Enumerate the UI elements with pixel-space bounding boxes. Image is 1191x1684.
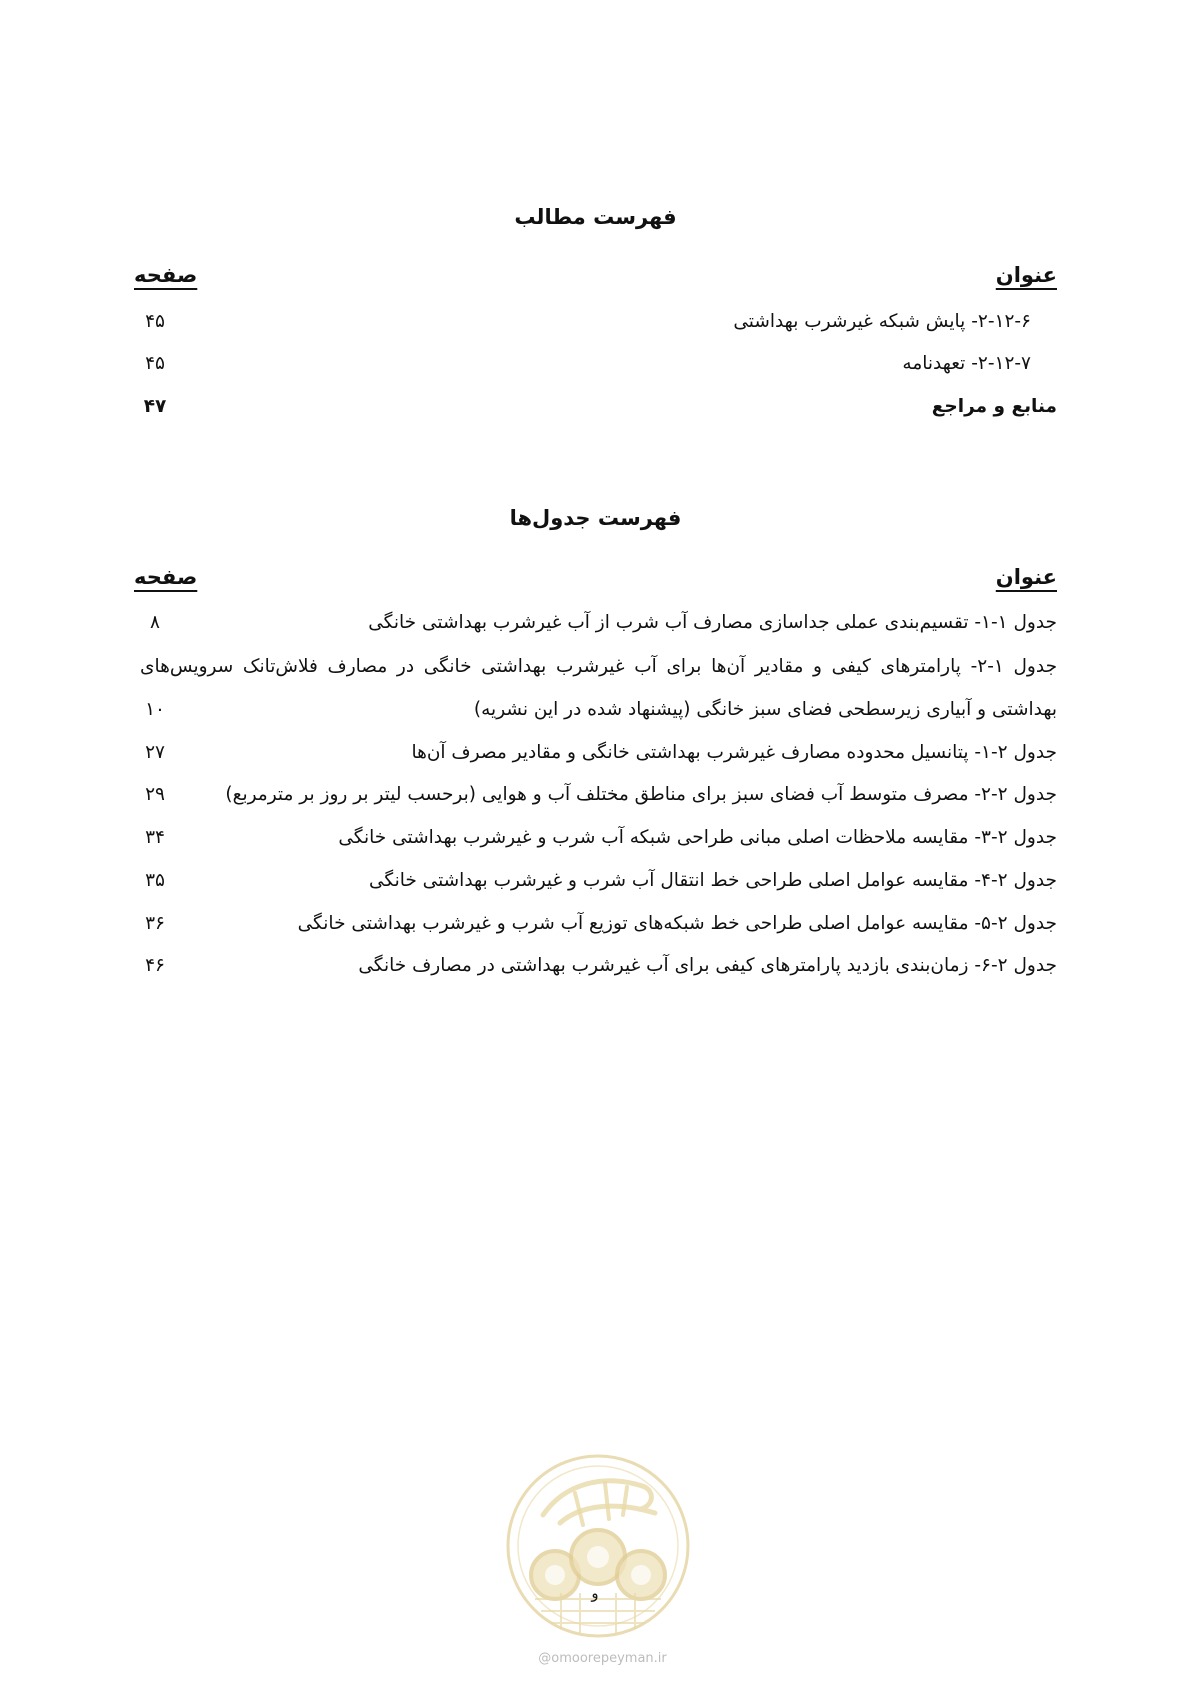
table-list-row-page: ۴۶ xyxy=(145,955,165,976)
table-list-row[interactable] xyxy=(0,742,1191,782)
table-list-row[interactable] xyxy=(0,656,1191,696)
toc-row-title: ۲-۱۲-۷- تعهدنامه xyxy=(902,353,1031,374)
toc-row-page: ۴۵ xyxy=(145,353,165,374)
table-list-row-title: بهداشتی و آبیاری زیرسطحی فضای سبز خانگی (پیشنهاد شده در این نشریه) xyxy=(473,699,1057,720)
table-list-row-title: جدول ۲-۱- پتانسیل محدوده مصارف غیرشرب بهداشتی خانگی و مقادیر مصرف آن‌ها xyxy=(411,742,1057,763)
table-list-row-page: ۳۶ xyxy=(145,913,165,934)
table-list-row-page: ۳۴ xyxy=(145,827,165,848)
table-list-row-title: جدول ۱-۱- تقسیم‌بندی عملی جداسازی مصارف آب شرب از آب غیرشرب بهداشتی خانگی xyxy=(368,612,1057,633)
table-list-row[interactable] xyxy=(0,699,1191,739)
table-list-row-title: جدول ۱-۲- پارامترهای کیفی و مقادیر آن‌ها برای آب غیرشرب بهداشتی خانگی در مصارف فلاش‌تانک سرویس‌های xyxy=(140,656,1058,677)
tables-header-page: صفحه xyxy=(134,565,198,589)
table-list-row[interactable] xyxy=(0,827,1191,867)
toc-header-title: عنوان xyxy=(995,263,1057,287)
toc-row[interactable] xyxy=(0,353,1191,393)
table-list-row[interactable] xyxy=(0,870,1191,910)
toc-row-title: منابع و مراجع xyxy=(931,396,1057,417)
toc-row-title: ۲-۱۲-۶- پایش شبکه غیرشرب بهداشتی xyxy=(733,311,1031,332)
table-list-row-page: ۳۵ xyxy=(145,870,165,891)
table-list-row-title: جدول ۲-۴- مقایسه عوامل اصلی طراحی خط انتقال آب شرب و غیرشرب بهداشتی خانگی xyxy=(368,870,1057,891)
table-list-row[interactable] xyxy=(0,784,1191,824)
table-list-row-title: جدول ۲-۵- مقایسه عوامل اصلی طراحی خط شبکه‌های توزیع آب شرب و غیرشرب بهداشتی خانگی xyxy=(297,913,1057,934)
toc-row-page: ۴۵ xyxy=(145,311,165,332)
at-icon: @ xyxy=(538,1651,552,1666)
toc-title: فهرست مطالب xyxy=(514,205,677,229)
table-list-row[interactable] xyxy=(0,913,1191,953)
toc-row-page: ۴۷ xyxy=(143,396,167,417)
watermark-seal-logo xyxy=(505,1453,691,1639)
tables-header-title: عنوان xyxy=(995,565,1057,589)
page-number: و xyxy=(591,1584,599,1602)
toc-row[interactable] xyxy=(0,311,1191,351)
table-list-row-title: جدول ۲-۶- زمان‌بندی بازدید پارامترهای کیفی برای آب غیرشرب بهداشتی در مصارف خانگی xyxy=(358,955,1057,976)
table-list-row-page: ۲۷ xyxy=(145,742,165,763)
website-watermark xyxy=(515,1651,690,1666)
table-list-row-page: ۱۰ xyxy=(145,699,165,720)
table-list-row[interactable] xyxy=(0,955,1191,995)
toc-row[interactable] xyxy=(0,396,1191,436)
website-text: omoorepeyman.ir xyxy=(551,1651,667,1666)
table-list-row-title: جدول ۲-۲- مصرف متوسط آب فضای سبز برای مناطق مختلف آب و هوایی (برحسب لیتر بر روز بر مترمربع) xyxy=(225,784,1057,805)
table-list-row-title: جدول ۲-۳- مقایسه ملاحظات اصلی مبانی طراحی شبکه آب شرب و غیرشرب بهداشتی خانگی xyxy=(338,827,1057,848)
toc-header-page: صفحه xyxy=(134,263,198,287)
table-list-row[interactable] xyxy=(0,612,1191,652)
tables-title: فهرست جدول‌ها xyxy=(509,506,682,530)
table-list-row-page: ۸ xyxy=(150,612,160,633)
table-list-row-page: ۲۹ xyxy=(145,784,165,805)
